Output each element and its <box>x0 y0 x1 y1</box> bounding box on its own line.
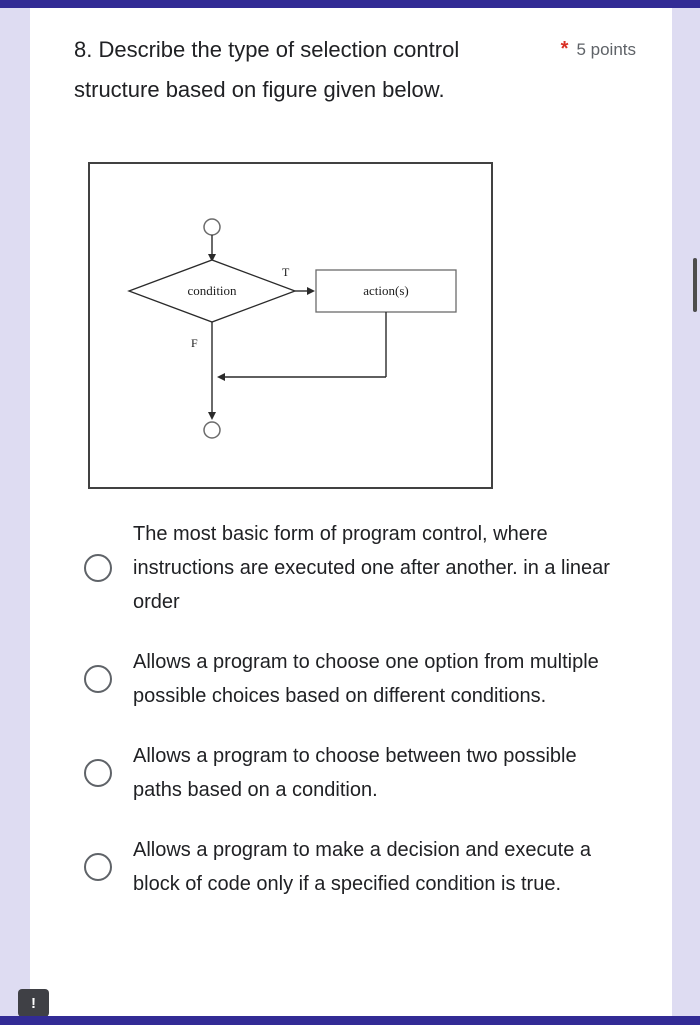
question-card <box>30 8 672 1016</box>
question-title: 8. Describe the type of selection control structure based on figure given below. <box>74 37 460 102</box>
option-label-4: Allows a program to make a decision and execute a block of code only if a specified condition is true. <box>133 839 592 895</box>
option-row-conditional <box>74 833 636 901</box>
flowchart-start-circle <box>204 219 220 235</box>
option-row-sequence <box>74 517 636 619</box>
option-label-3: Allows a program to choose between two possible paths based on a condition. <box>133 745 577 801</box>
required-asterisk: * <box>560 38 569 60</box>
flowchart-end-circle <box>204 422 220 438</box>
question-points <box>561 30 636 61</box>
flowchart-true-label: T <box>282 265 290 279</box>
scrollbar-thumb[interactable] <box>693 258 697 312</box>
top-accent-bar <box>0 0 700 8</box>
option-label-1: The most basic form of program control, where instructions are executed one after another. in a linear order <box>133 523 610 613</box>
report-exclamation-icon[interactable] <box>18 989 49 1017</box>
flowchart-condition-label: condition <box>187 283 237 298</box>
flowchart-image <box>90 164 491 487</box>
radio-button-option-2[interactable] <box>84 665 112 693</box>
bottom-accent-bar <box>0 1016 700 1025</box>
radio-button-option-3[interactable] <box>84 759 112 787</box>
option-row-two-paths <box>74 739 636 807</box>
answer-options <box>74 517 636 901</box>
radio-button-option-1[interactable] <box>84 554 112 582</box>
flowchart-action-label: action(s) <box>363 283 409 298</box>
question-figure <box>88 162 493 489</box>
flowchart-false-label: F <box>191 336 198 350</box>
option-label-2: Allows a program to choose one option from multiple possible choices based on different conditions. <box>133 651 599 707</box>
report-exclamation-glyph: ! <box>31 994 36 1012</box>
option-row-multiple-choice <box>74 645 636 713</box>
points-label: 5 points <box>576 40 636 59</box>
question-header <box>74 30 636 110</box>
radio-button-option-4[interactable] <box>84 853 112 881</box>
